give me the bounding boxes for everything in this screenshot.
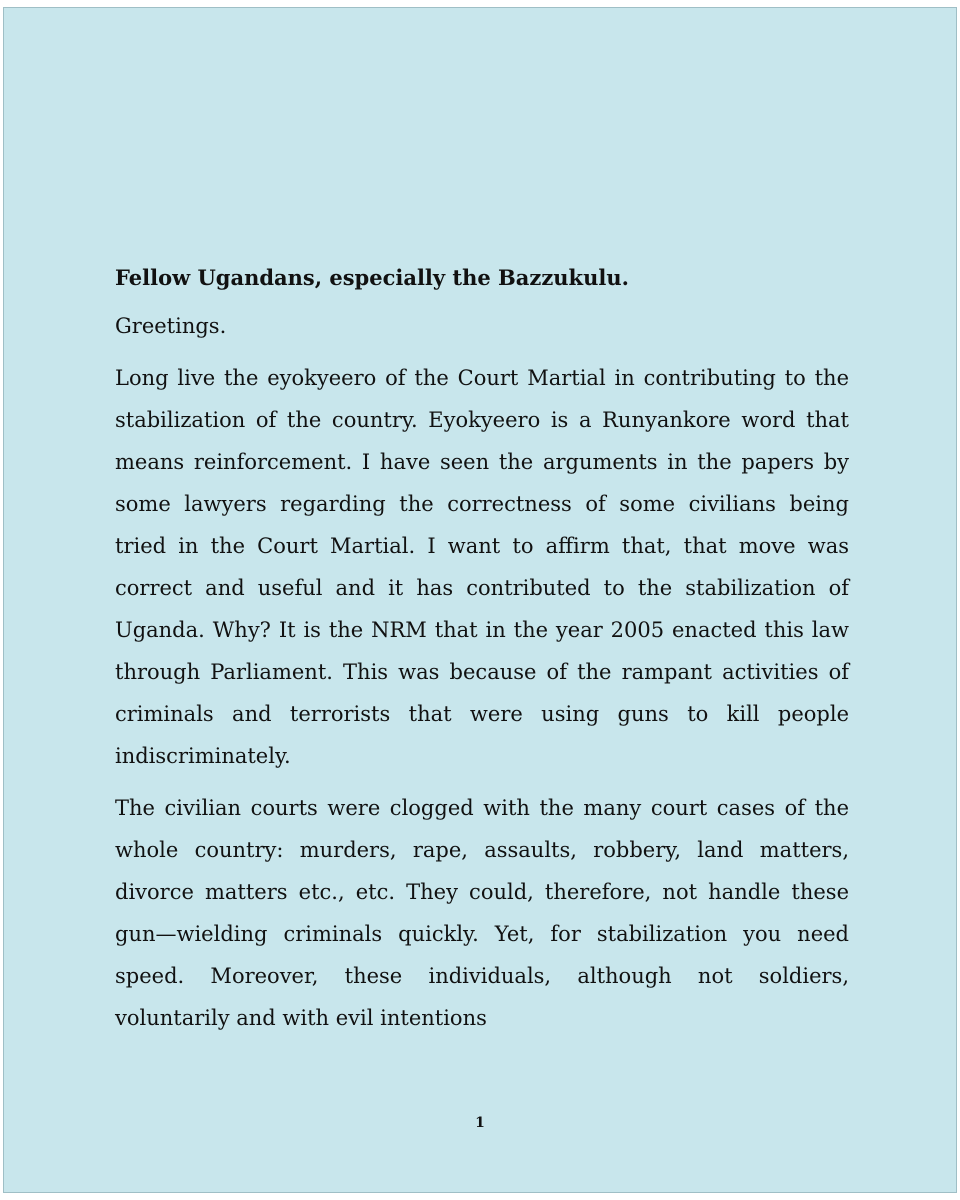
salutation-heading: Fellow Ugandans, especially the Bazzukulu. xyxy=(115,265,629,290)
page-number: 1 xyxy=(475,1115,485,1131)
body-paragraph: Long live the eyokyeero of the Court Martial in contributing to the stabilization of the country. Eyokyeero is a Runyankore word that means reinforcement. I have seen the arguments in the papers by some lawyers regarding the correctness of some civilians being tried in the Court Martial. I want to affirm that, that move was correct and useful and it has contributed to the stabilization of Uganda. Why? It is the NRM that in the year 2005 enacted this law through Parliament. This was because of the rampant activities of criminals and terrorists that were using guns to kill people indiscriminately. xyxy=(115,366,849,768)
greeting-line: Greetings. xyxy=(115,314,227,338)
document-body xyxy=(115,261,849,1049)
document-page xyxy=(3,7,957,1193)
body-paragraph: The civilian courts were clogged with the many court cases of the whole country: murders, rape, assaults, robbery, land matters, divorce matters etc., etc. They could, therefore, not handle these gun—wielding criminals quickly. Yet, for stabilization you need speed. Moreover, these individuals, although not soldiers, voluntarily and with evil intentions xyxy=(115,796,849,1030)
